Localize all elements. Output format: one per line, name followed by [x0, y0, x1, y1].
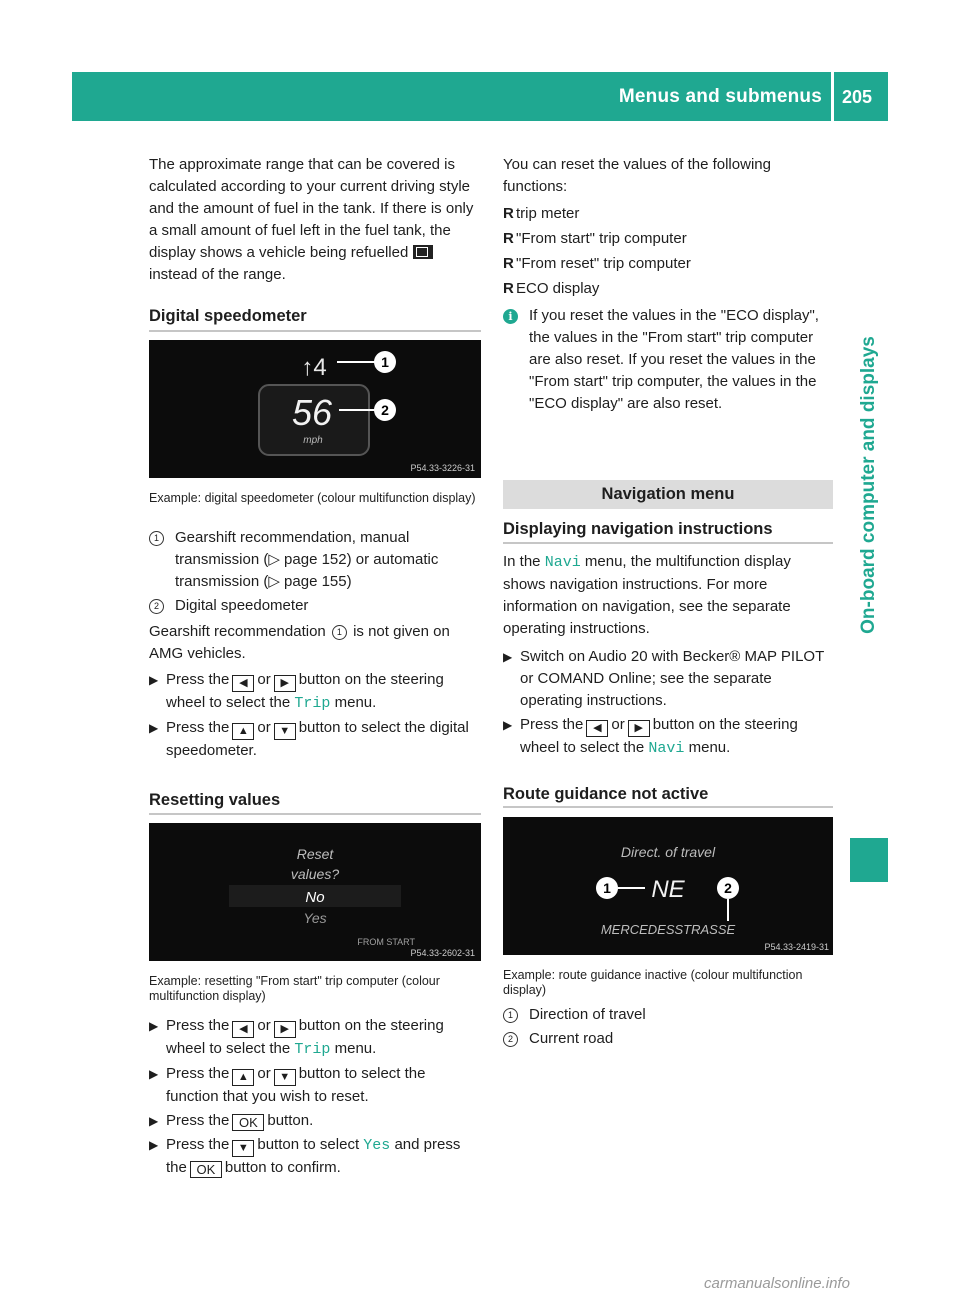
- nav-paragraph: In the Navi menu, the multifunction display shows navigation instructions. For more information on navigation, see the separate operating instructions.: [503, 553, 791, 637]
- svg-text:2: 2: [724, 880, 732, 896]
- step-arrow-icon: ▶: [503, 650, 513, 664]
- nav-section: [503, 551, 833, 760]
- svg-text:1: 1: [381, 354, 389, 370]
- speed-unit: mph: [303, 435, 323, 446]
- heading-rule: [149, 813, 481, 815]
- resetting-values-heading: Resetting values: [149, 791, 281, 809]
- reset-caption: Example: resetting "From start" trip computer (colour multifunction display): [149, 974, 440, 1003]
- section-title: Menus and submenus: [618, 86, 822, 107]
- bullet-icon: R: [503, 280, 514, 297]
- speedometer-legend: [149, 527, 481, 762]
- up-button-icon: ▲: [232, 723, 254, 740]
- down-button-icon: ▼: [274, 1069, 296, 1086]
- step-arrow-icon: ▶: [503, 718, 513, 732]
- svg-text:values?: values?: [290, 866, 340, 882]
- step-select-speedometer: ▶ Press the ▲ or ▼ button to select the digital speedometer.: [149, 719, 469, 759]
- reset-step-1: ▶ Press the ◀ or ▶ button on the steering wheel to select the Trip menu.: [149, 1017, 444, 1058]
- reset-steps: [149, 1015, 481, 1179]
- svg-text:1: 1: [603, 880, 611, 896]
- heading-rule: [149, 330, 481, 332]
- step-arrow-icon: ▶: [149, 1138, 159, 1152]
- down-button-icon: ▼: [232, 1140, 254, 1157]
- step-arrow-icon: ▶: [149, 1067, 159, 1081]
- reset-step-3: ▶ Press the OK button.: [149, 1112, 314, 1130]
- heading-rule: [503, 542, 833, 544]
- digital-speedometer-image: [149, 340, 481, 478]
- image-code: P54.33-3226-31: [410, 463, 475, 473]
- legend-item-2: 2 Current road: [503, 1028, 833, 1050]
- legend-item-1: 1 Direction of travel: [503, 1004, 833, 1026]
- info-note: i If you reset the values in the "ECO display", the values in the "From start" trip computer are also reset. If you reset the values in the "From start" trip computer, the values in the "ECO display" are also reset.: [503, 305, 833, 415]
- info-icon: i: [503, 309, 518, 324]
- right-button-icon: ▶: [628, 720, 650, 737]
- left-button-icon: ◀: [232, 675, 254, 692]
- page-number: 205: [842, 87, 873, 107]
- up-button-icon: ▲: [232, 1069, 254, 1086]
- reset-functions-list: [503, 203, 833, 300]
- ok-button-icon: OK: [190, 1161, 222, 1178]
- list-item: R ECO display: [503, 278, 833, 300]
- gear-indicator: ↑4: [301, 354, 327, 381]
- left-button-icon: ◀: [586, 720, 608, 737]
- route-guidance-heading: Route guidance not active: [503, 785, 709, 803]
- right-button-icon: ▶: [274, 1021, 296, 1038]
- list-item: R "From start" trip computer: [503, 228, 833, 250]
- nav-step-1: ▶ Switch on Audio 20 with Becker® MAP PILOT or COMAND Online; see the separate operating instructions.: [503, 648, 824, 709]
- step-arrow-icon: ▶: [149, 721, 159, 735]
- svg-text:MERCEDESSTRASSE: MERCEDESSTRASSE: [600, 922, 736, 937]
- digital-speedometer-heading: Digital speedometer: [149, 307, 307, 325]
- ok-button-icon: OK: [232, 1114, 264, 1131]
- reset-step-4: ▶ Press the ▼ button to select Yes and press the OK button to confirm.: [149, 1136, 461, 1177]
- step-arrow-icon: ▶: [149, 673, 159, 687]
- route-legend: [503, 1004, 833, 1050]
- right-column-top: [503, 154, 833, 415]
- step-select-trip: ▶ Press the ◀ or ▶ button on the steering wheel to select the Trip menu.: [149, 671, 444, 712]
- step-arrow-icon: ▶: [149, 1114, 159, 1128]
- svg-text:P54.33-2419-31: P54.33-2419-31: [764, 942, 829, 952]
- route-caption: Example: route guidance inactive (colour multifunction display): [503, 968, 803, 997]
- reset-step-2: ▶ Press the ▲ or ▼ button to select the function that you wish to reset.: [149, 1065, 426, 1105]
- nav-step-2: ▶ Press the ◀ or ▶ button on the steering wheel to select the Navi menu.: [503, 716, 798, 757]
- navigation-menu-box: Navigation menu: [503, 480, 833, 509]
- right-button-icon: ▶: [274, 675, 296, 692]
- left-column: [149, 154, 481, 286]
- header-separator: [831, 72, 834, 121]
- heading-rule: [503, 806, 833, 808]
- bullet-icon: R: [503, 255, 514, 272]
- svg-text:P54.33-2602-31: P54.33-2602-31: [410, 948, 475, 958]
- speed-value: 56: [291, 392, 333, 433]
- trip-menu-label: Trip: [294, 1041, 331, 1058]
- step-arrow-icon: ▶: [149, 1019, 159, 1033]
- left-button-icon: ◀: [232, 1021, 254, 1038]
- amg-note: Gearshift recommendation 1 is not given on AMG vehicles.: [149, 623, 450, 662]
- list-item: R trip meter: [503, 203, 833, 225]
- svg-text:Direct. of travel: Direct. of travel: [620, 844, 716, 860]
- svg-text:2: 2: [381, 402, 389, 418]
- list-item: R "From reset" trip computer: [503, 253, 833, 275]
- legend-item-1: 1 Gearshift recommendation, manual transmission (▷ page 152) or automatic transmission (▷ page 155): [149, 527, 481, 593]
- navi-menu-label: Navi: [544, 554, 581, 571]
- reset-values-image: [149, 823, 481, 961]
- bullet-icon: R: [503, 230, 514, 247]
- footer-watermark: carmanualsonline.info: [704, 1275, 850, 1292]
- bullet-icon: R: [503, 205, 514, 222]
- refuel-icon: [413, 245, 433, 259]
- svg-text:FROM START: FROM START: [357, 937, 415, 947]
- nav-instructions-heading: Displaying navigation instructions: [503, 520, 773, 538]
- trip-menu-label: Trip: [294, 695, 331, 712]
- navi-menu-label: Navi: [648, 740, 685, 757]
- direction-value: NE: [651, 876, 685, 903]
- svg-text:Reset: Reset: [296, 846, 334, 862]
- svg-text:Yes: Yes: [303, 910, 327, 926]
- legend-item-2: 2 Digital speedometer: [149, 595, 481, 617]
- svg-text:No: No: [305, 889, 325, 906]
- reset-intro: You can reset the values of the following functions:: [503, 156, 771, 195]
- route-guidance-image: [503, 817, 833, 955]
- range-paragraph: The approximate range that can be covered is calculated according to your current driving style and the amount of fuel in the tank. If there is only a small amount of fuel left in the fuel tank, the display shows a vehicle being refuelled instead of the range.: [149, 156, 474, 283]
- down-button-icon: ▼: [274, 723, 296, 740]
- yes-option-label: Yes: [363, 1137, 391, 1154]
- speedometer-caption: Example: digital speedometer (colour multifunction display): [149, 491, 476, 505]
- side-tab-label: On-board computer and displays: [858, 336, 879, 634]
- side-tab-marker: [850, 838, 888, 882]
